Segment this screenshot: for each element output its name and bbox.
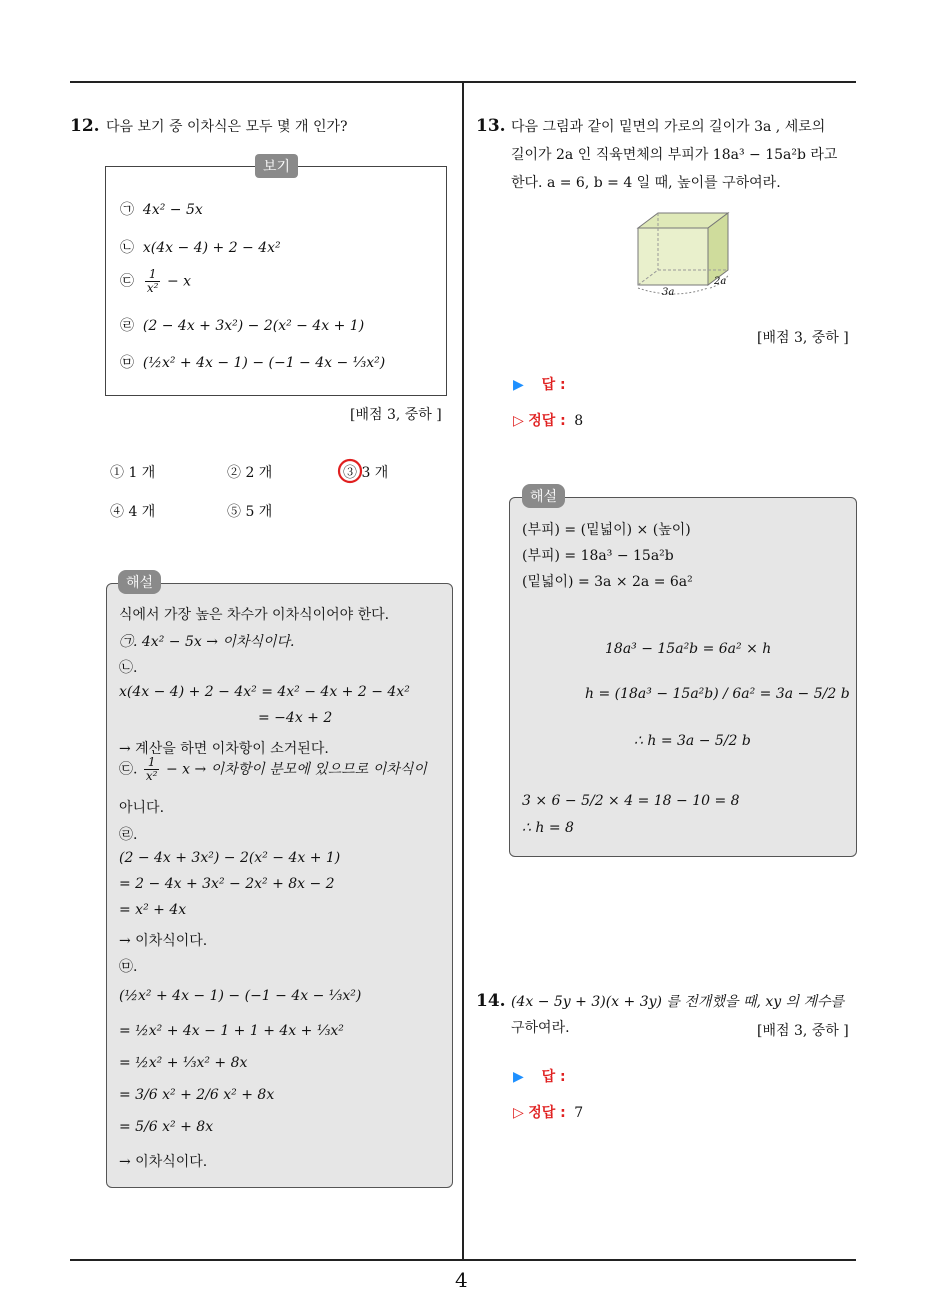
q12-explain-line: 아니다. bbox=[119, 800, 165, 816]
q13-score: [배점 3, 중하 ] bbox=[757, 330, 849, 346]
q12-text: 다음 보기 중 이차식은 모두 몇 개 인가? bbox=[106, 119, 348, 135]
page-number: 4 bbox=[455, 1268, 468, 1292]
q13-explain-line: ∴ h = 3a − 5/2 b bbox=[634, 733, 751, 749]
q12-choice-4[interactable]: ④ 4 개 bbox=[110, 504, 156, 520]
fig-label-depth: 2a bbox=[714, 276, 727, 287]
q13-explain-line: 3 × 6 − 5/2 × 4 = 18 − 10 = 8 bbox=[522, 793, 740, 809]
q12-explain-line: x(4x − 4) + 2 − 4x² = 4x² − 4x + 2 − 4x² bbox=[119, 684, 410, 700]
q13-correct-row: ▷ 정답 : 8 bbox=[513, 413, 584, 429]
q13-explanation-label: 해설 bbox=[522, 484, 565, 508]
q14-correct-row: ▷ 정답 : 7 bbox=[513, 1105, 584, 1121]
cuboid-figure bbox=[628, 208, 748, 300]
q13-text-line2: 길이가 2a 인 직육면체의 부피가 18a³ − 15a²b 라고 bbox=[511, 147, 838, 163]
q13-explain-line: (밑넓이) = 3a × 2a = 6a² bbox=[522, 574, 693, 590]
q12-choice-1[interactable]: ① 1 개 bbox=[110, 465, 156, 481]
q12-item-2: ㉡ x(4x − 4) + 2 − 4x² bbox=[120, 240, 281, 256]
q12-number: 12. bbox=[70, 116, 100, 136]
q12-explain-line: = 3/6 x² + 2/6 x² + 8x bbox=[119, 1087, 275, 1103]
q13-explain-line: 18a³ − 15a²b = 6a² × h bbox=[605, 641, 772, 657]
q13-explain-line: (부피) = 18a³ − 15a²b bbox=[522, 548, 674, 564]
play-icon: ▶ bbox=[513, 1069, 524, 1085]
q12-explain-line: = 5/6 x² + 8x bbox=[119, 1119, 214, 1135]
q12-choice-5[interactable]: ⑤ 5 개 bbox=[227, 504, 273, 520]
q14-answer-row[interactable]: ▶ 답 : bbox=[513, 1069, 566, 1085]
q13-number: 13. bbox=[476, 116, 506, 136]
q12-explain-line: = ½x² + 4x − 1 + 1 + 4x + ⅓x² bbox=[119, 1023, 344, 1039]
center-divider bbox=[462, 83, 464, 1260]
q12-item-4: ㉣ (2 − 4x + 3x²) − 2(x² − 4x + 1) bbox=[120, 318, 365, 334]
outline-play-icon: ▷ bbox=[513, 1105, 524, 1121]
q12-choice-3[interactable]: ③ 3 개 bbox=[343, 465, 389, 481]
outline-play-icon: ▷ bbox=[513, 413, 524, 429]
q12-explain-line: = x² + 4x bbox=[119, 902, 187, 918]
q12-explain-line: ㉢. $\frac{1}{\text{x²}}$ − x → 이차항이 분모에 있으므로 이차식이 bbox=[119, 755, 427, 783]
q13-answer-row[interactable]: ▶ 답 : bbox=[513, 377, 566, 393]
q13-text-line1: 다음 그림과 같이 밑면의 가로의 길이가 3a , 세로의 bbox=[511, 119, 826, 135]
q12-score: [배점 3, 중하 ] bbox=[350, 407, 442, 423]
q12-explain-line: ㉡. bbox=[119, 660, 138, 676]
bottom-rule bbox=[70, 1259, 856, 1261]
q13-text-line3: 한다. a = 6, b = 4 일 때, 높이를 구하여라. bbox=[511, 175, 781, 191]
q12-item-3: ㉢ $\frac{1}{\text{x²}}$ − x bbox=[120, 267, 192, 295]
q12-explanation-label: 해설 bbox=[118, 570, 161, 594]
q12-explain-line: = 2 − 4x + 3x² − 2x² + 8x − 2 bbox=[119, 876, 335, 892]
q13-explain-line: h = (18a³ − 15a²b) / 6a² = 3a − 5/2 b bbox=[585, 686, 850, 702]
q14-number: 14. bbox=[476, 991, 506, 1011]
q12-explain-line: ㉣. bbox=[119, 827, 138, 843]
q14-text-line2: 구하여라. bbox=[511, 1020, 570, 1036]
q14-score: [배점 3, 중하 ] bbox=[757, 1023, 849, 1039]
q14-text-line1: (4x − 5y + 3)(x + 3y) 를 전개했을 때, xy 의 계수를 bbox=[511, 994, 845, 1010]
q13-explain-line: (부피) = (밑넓이) × (높이) bbox=[522, 522, 691, 538]
q12-explain-line: = −4x + 2 bbox=[258, 710, 333, 726]
q12-explain-line: ㉠. 4x² − 5x → 이차식이다. bbox=[119, 634, 295, 650]
q12-explain-line: = ½x² + ⅓x² + 8x bbox=[119, 1055, 248, 1071]
play-icon: ▶ bbox=[513, 377, 524, 393]
q12-choice-2[interactable]: ② 2 개 bbox=[227, 465, 273, 481]
answer-circle-icon bbox=[336, 456, 366, 486]
q12-item-1: ㉠ 4x² − 5x bbox=[120, 202, 203, 218]
fig-label-width: 3a bbox=[662, 287, 675, 298]
q12-example-label: 보기 bbox=[255, 154, 298, 178]
q12-explain-line: ㉤. bbox=[119, 959, 138, 975]
q13-explain-line: ∴ h = 8 bbox=[522, 820, 574, 836]
q12-explain-line: → 이차식이다. bbox=[119, 1154, 208, 1170]
q12-item-5: ㉤ (½x² + 4x − 1) − (−1 − 4x − ⅓x²) bbox=[120, 355, 386, 371]
q12-explain-line: (½x² + 4x − 1) − (−1 − 4x − ⅓x²) bbox=[119, 988, 362, 1004]
q12-explain-line: (2 − 4x + 3x²) − 2(x² − 4x + 1) bbox=[119, 850, 341, 866]
q12-explain-line: → 이차식이다. bbox=[119, 933, 208, 949]
q12-explain-line: 식에서 가장 높은 차수가 이차식이어야 한다. bbox=[119, 607, 390, 623]
q12-explain-line: → 계산을 하면 이차항이 소거된다. bbox=[119, 741, 329, 757]
